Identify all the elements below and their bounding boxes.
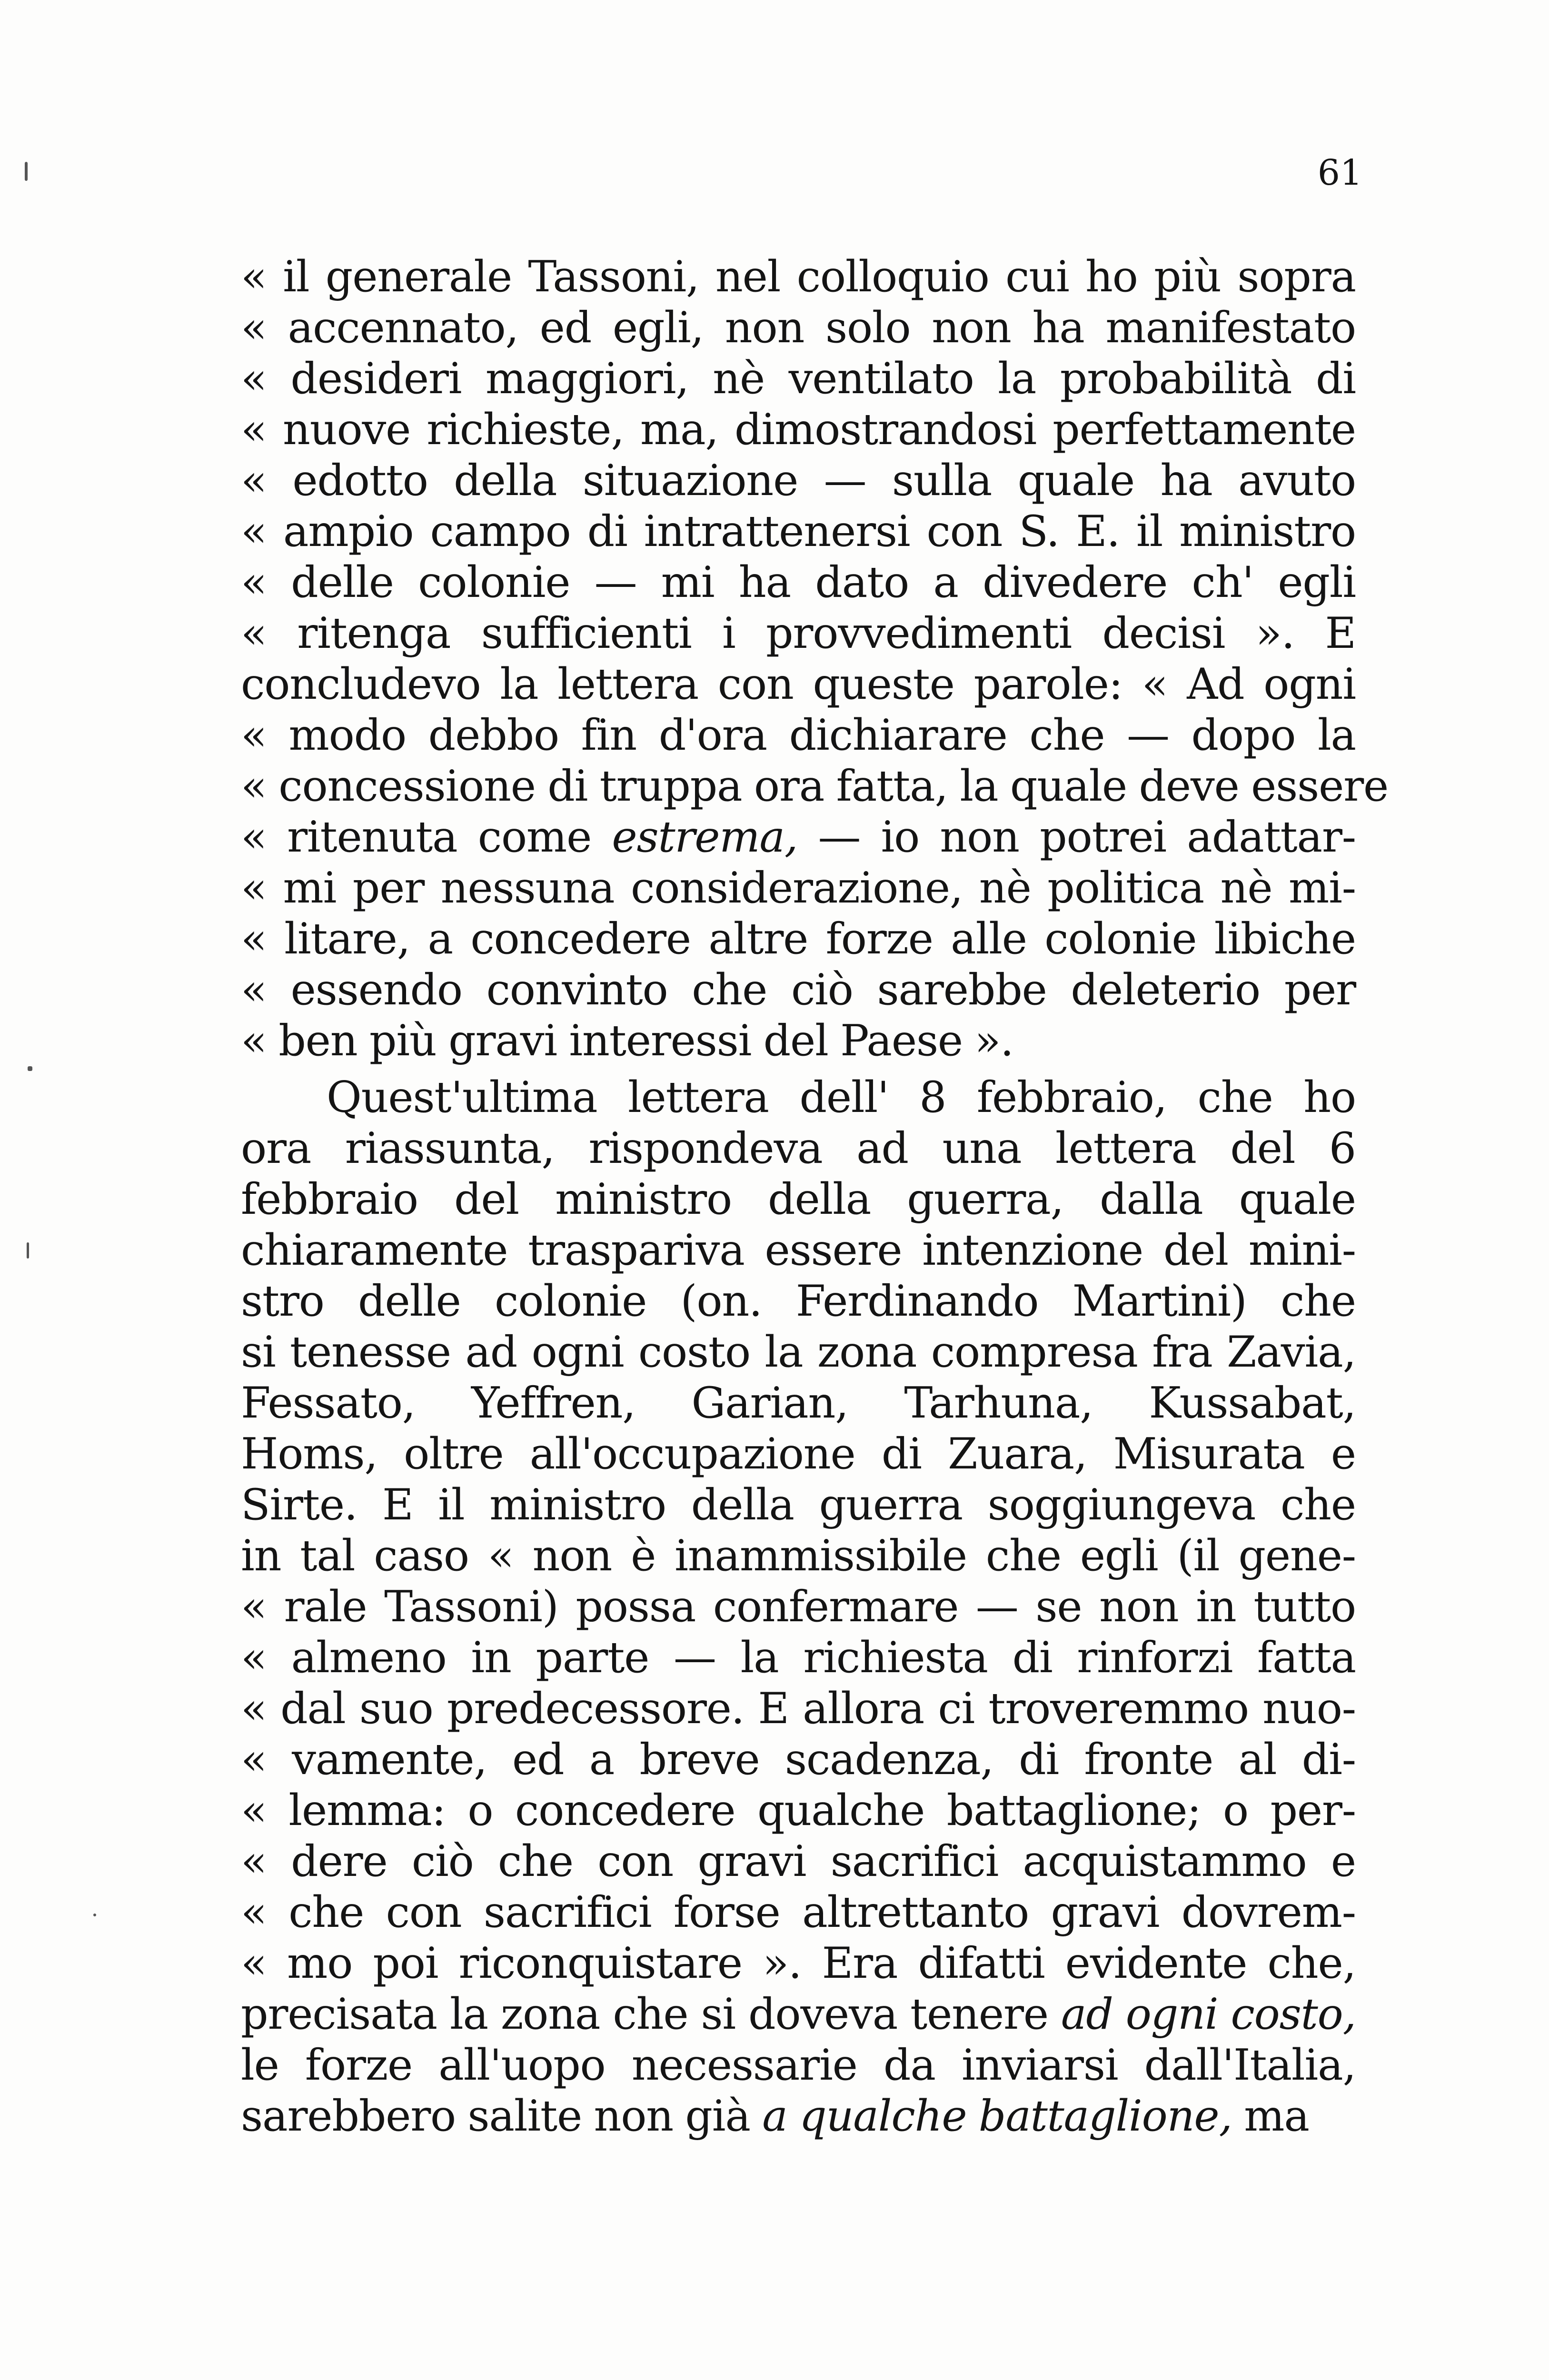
text-line (241, 1887, 1356, 1938)
text-line (241, 1072, 1356, 1123)
text-line (241, 1327, 1356, 1378)
scan-speck (25, 162, 28, 181)
italic-text: a qualche battaglione, (762, 2091, 1232, 2141)
text-segment: concludevo la lettera con queste parole: « Ad ogni (241, 659, 1356, 709)
text-segment: sarebbero salite non già (241, 2091, 763, 2141)
text-segment: « mo poi riconquistare ». Era difatti evidente che, (241, 1938, 1356, 1988)
text-segment: « litare, a concedere altre forze alle colonie libiche (241, 914, 1356, 964)
text-line (241, 455, 1356, 506)
text-line (241, 1123, 1356, 1174)
text-line (241, 251, 1356, 302)
text-line (241, 1479, 1356, 1530)
text-segment: chiaramente traspariva essere intenzione del mini- (241, 1225, 1356, 1275)
text-line (241, 1989, 1356, 2040)
text-segment: « nuove richieste, ma, dimostrandosi perfettamente (241, 405, 1356, 455)
text-segment: — io non potrei adattar- (797, 812, 1356, 862)
text-segment: « vamente, ed a breve scadenza, di fronte al di- (241, 1735, 1356, 1785)
text-line (241, 404, 1356, 455)
text-segment: « dal suo predecessore. E allora ci troveremmo nuo- (241, 1684, 1356, 1734)
text-segment: Sirte. E il ministro della guerra soggiungeva che (241, 1480, 1356, 1530)
text-segment: « lemma: o concedere qualche battaglione; o per- (241, 1785, 1356, 1835)
text-segment: ma (1231, 2091, 1309, 2141)
text-segment: in tal caso « non è inammissibile che egli (il gene- (241, 1531, 1356, 1581)
text-line (241, 1581, 1356, 1632)
text-line (241, 964, 1356, 1015)
text-line (241, 1530, 1356, 1581)
page-number: 61 (1317, 152, 1362, 193)
text-line (241, 1836, 1356, 1887)
text-segment: « il generale Tassoni, nel colloquio cui ho più sopra (241, 252, 1356, 302)
text-segment: ora riassunta, rispondeva ad una lettera del 6 (241, 1123, 1356, 1173)
text-segment: « mi per nessuna considerazione, nè politica nè mi- (241, 863, 1356, 913)
text-segment: « ritenga sufficienti i provvedimenti decisi ». E (241, 608, 1356, 658)
text-segment: « rale Tassoni) possa confermare — se non in tutto (241, 1582, 1356, 1632)
text-line (241, 1785, 1356, 1836)
text-line (241, 1015, 1356, 1066)
text-line (241, 812, 1356, 863)
text-line (241, 506, 1356, 557)
text-line (241, 1428, 1356, 1479)
text-line (241, 1632, 1356, 1683)
scan-speck (27, 1242, 29, 1259)
text-segment: stro delle colonie (on. Ferdinando Martini) che (241, 1276, 1356, 1326)
text-segment: le forze all'uopo necessarie da inviarsi dall'Italia, (241, 2040, 1356, 2090)
text-line (241, 659, 1356, 710)
text-line (241, 1683, 1356, 1734)
text-segment: « essendo convinto che ciò sarebbe deleterio per (241, 965, 1356, 1015)
text-segment: Fessato, Yeffren, Garian, Tarhuna, Kussabat, (241, 1378, 1356, 1428)
text-segment: precisata la zona che si doveva tenere (241, 1989, 1061, 2039)
text-line (241, 1276, 1356, 1327)
text-line (241, 557, 1356, 608)
text-line (241, 761, 1389, 812)
text-segment: « concessione di truppa ora fatta, la quale deve essere (241, 761, 1389, 811)
text-line (241, 2040, 1356, 2091)
text-line (241, 608, 1356, 659)
text-line (241, 353, 1356, 404)
text-line (241, 1378, 1356, 1428)
text-segment: « ben più gravi interessi del Paese ». (241, 1016, 1013, 1066)
text-segment: « desideri maggiori, nè ventilato la probabilità di (241, 354, 1356, 404)
text-segment: febbraio del ministro della guerra, dalla quale (241, 1174, 1356, 1224)
text-line (241, 913, 1356, 964)
text-segment: « delle colonie — mi ha dato a divedere ch' egli (241, 557, 1356, 607)
text-line (241, 1938, 1356, 1989)
text-segment: « accennato, ed egli, non solo non ha manifestato (241, 303, 1356, 353)
text-segment: si tenesse ad ogni costo la zona compresa fra Zavia, (241, 1327, 1356, 1377)
scan-speck (93, 1914, 96, 1916)
text-line (241, 1174, 1356, 1225)
italic-text: ad ogni costo, (1061, 1989, 1356, 2039)
text-segment: Homs, oltre all'occupazione di Zuara, Misurata e (241, 1429, 1356, 1479)
text-segment: « ritenuta come (241, 812, 612, 862)
text-segment: « dere ciò che con gravi sacrifici acquistammo e (241, 1836, 1356, 1886)
text-segment: « edotto della situazione — sulla quale ha avuto (241, 456, 1356, 506)
text-segment: « ampio campo di intrattenersi con S. E. il ministro (241, 506, 1356, 556)
italic-text: estrema, (612, 812, 798, 862)
scan-speck (28, 1066, 32, 1071)
text-segment: « che con sacrifici forse altrettanto gravi dovrem- (241, 1887, 1356, 1937)
text-line (241, 710, 1356, 761)
text-segment: « almeno in parte — la richiesta di rinforzi fatta (241, 1633, 1356, 1683)
text-segment: Quest'ultima lettera dell' 8 febbraio, che ho (327, 1072, 1356, 1122)
text-line (241, 302, 1356, 353)
text-segment: « modo debbo fin d'ora dichiarare che — dopo la (241, 710, 1356, 760)
text-line (241, 2091, 1356, 2142)
text-line (241, 863, 1356, 913)
text-line (241, 1225, 1356, 1276)
text-line (241, 1734, 1356, 1785)
body-text (241, 251, 1389, 2142)
